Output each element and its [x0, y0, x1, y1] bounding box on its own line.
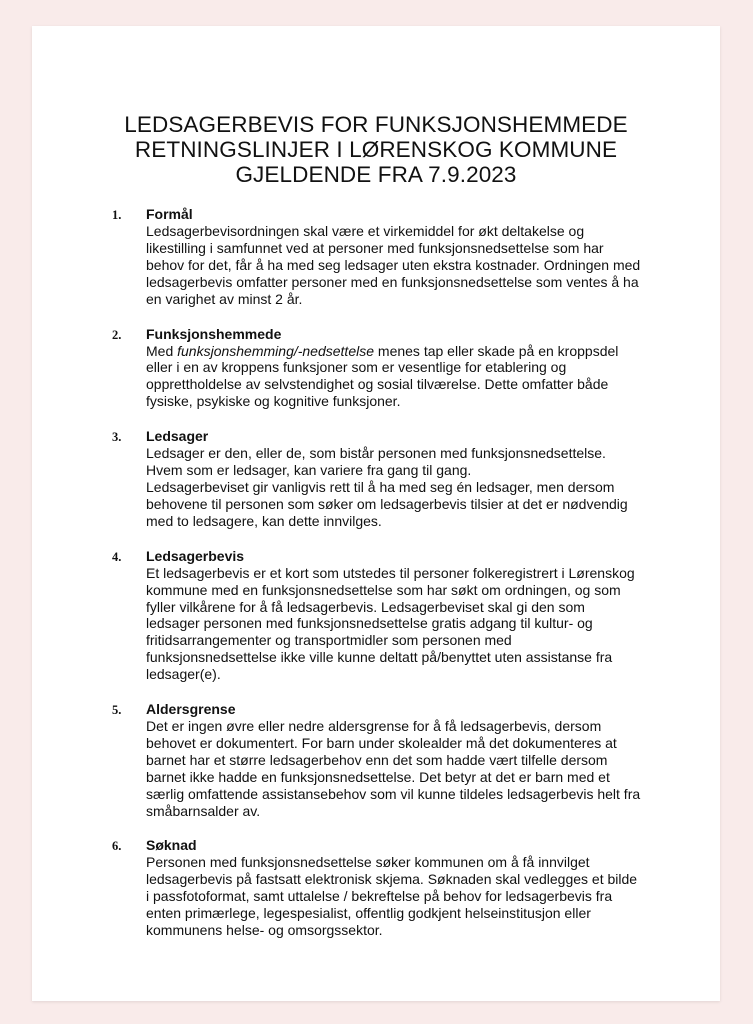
document-page — [32, 26, 720, 1001]
section-list — [32, 206, 720, 957]
title-line-3: GJELDENDE FRA 7.9.2023 — [235, 162, 517, 187]
section-number: 4. — [112, 549, 122, 564]
section-body — [146, 343, 646, 411]
document-title — [32, 112, 720, 187]
title-line-1: LEDSAGERBEVIS FOR FUNKSJONSHEMMEDE — [124, 112, 628, 137]
section-body-rest: menes tap eller skade på en kroppsdel eller i en av kroppens funksjoner som er vesentlige for etablering og opprettholdelse av selvstendighet og sosial tilværelse. Dette omfatter både fysiske, psykiske og kognitive funksjoner. — [146, 342, 619, 410]
section-body: Et ledsagerbevis er et kort som utstedes til personer folkeregistrert i Lørenskog kommune med en funksjonsnedsettelse som har søkt om ordningen, og som fyller vilkårene for å få ledsagerbevis. Ledsagerbeviset skal gi den som ledsager personen med funksjonsnedsettelse gratis adgang til kultur- og fritidsarrangementer og transportmidler som personen med funksjonsnedsettelse ikke ville kunne deltatt på/benyttet uten assistanse fra ledsager(e). — [146, 564, 635, 683]
section-number: 1. — [112, 208, 122, 222]
section-heading: Ledsager — [146, 428, 209, 445]
section-heading: Ledsagerbevis — [146, 547, 245, 564]
title-line-2: RETNINGSLINJER I LØRENSKOG KOMMUNE — [134, 137, 618, 162]
section-number: 5. — [112, 703, 122, 718]
section-funksjonshemmede — [32, 326, 720, 411]
section-body: Personen med funksjonsnedsettelse søker kommunen om å få innvilget ledsagerbevis på fastsatt elektronisk skjema. Søknaden skal vedlegges et bilde i passfotoformat, samt uttalelse / bekreftelse på behov for ledsagerbevis fra enten primærlege, legespesialist, offentlig godkjent helseinstitusjon eller kommunens helse- og omsorgssektor. — [146, 854, 638, 939]
section-heading: Formål — [146, 206, 193, 222]
section-formal — [32, 206, 720, 308]
section-number: 3. — [112, 430, 122, 445]
section-number: 6. — [112, 839, 122, 854]
section-heading: Aldersgrense — [146, 701, 236, 718]
section-ledsager — [32, 428, 720, 530]
section-soknad — [32, 837, 720, 939]
section-body-emphasis: funksjonshemming/-nedsettelse — [177, 342, 375, 359]
section-body: Det er ingen øvre eller nedre aldersgrense for å få ledsagerbevis, dersom behovet er dokumentert. For barn under skolealder må det dokumenteres at barnet har et større ledsagerbehov enn det som hadde vært tilfelle dersom barnet ikke hadde en funksjonsnedsettelse. Det betyr at det er barn med et særlig omfattende assistansebehov som vil kunne tildeles ledsagerbevis helt fra småbarnsalder av. — [146, 718, 641, 819]
section-heading: Søknad — [146, 837, 197, 854]
section-body-prefix: Med — [146, 342, 178, 359]
section-heading: Funksjonshemmede — [146, 325, 282, 342]
section-body: Ledsager er den, eller de, som bistår personen med funksjonsnedsettelse. Hvem som er ledsager, kan variere fra gang til gang. Ledsagerbeviset gir vanligvis rett til å ha med seg én ledsager, men dersom behovene til personen som søker om ledsagerbevis tilsier at det er nødvendig med to ledsagere, kan dette innvilges. — [146, 445, 628, 529]
section-body: Ledsagerbevisordningen skal være et virkemiddel for økt deltakelse og likestilling i samfunnet ved at personer med funksjonsnedsettelse som har behov for det, får å ha med seg ledsager uten ekstra kostnader. Ordningen med ledsagerbevis omfatter personer med en funksjonsnedsettelse som ventes å ha en varighet av minst 2 år. — [146, 223, 641, 307]
section-aldersgrense — [32, 701, 720, 819]
section-number: 2. — [112, 327, 122, 342]
section-ledsagerbevis — [32, 548, 720, 683]
